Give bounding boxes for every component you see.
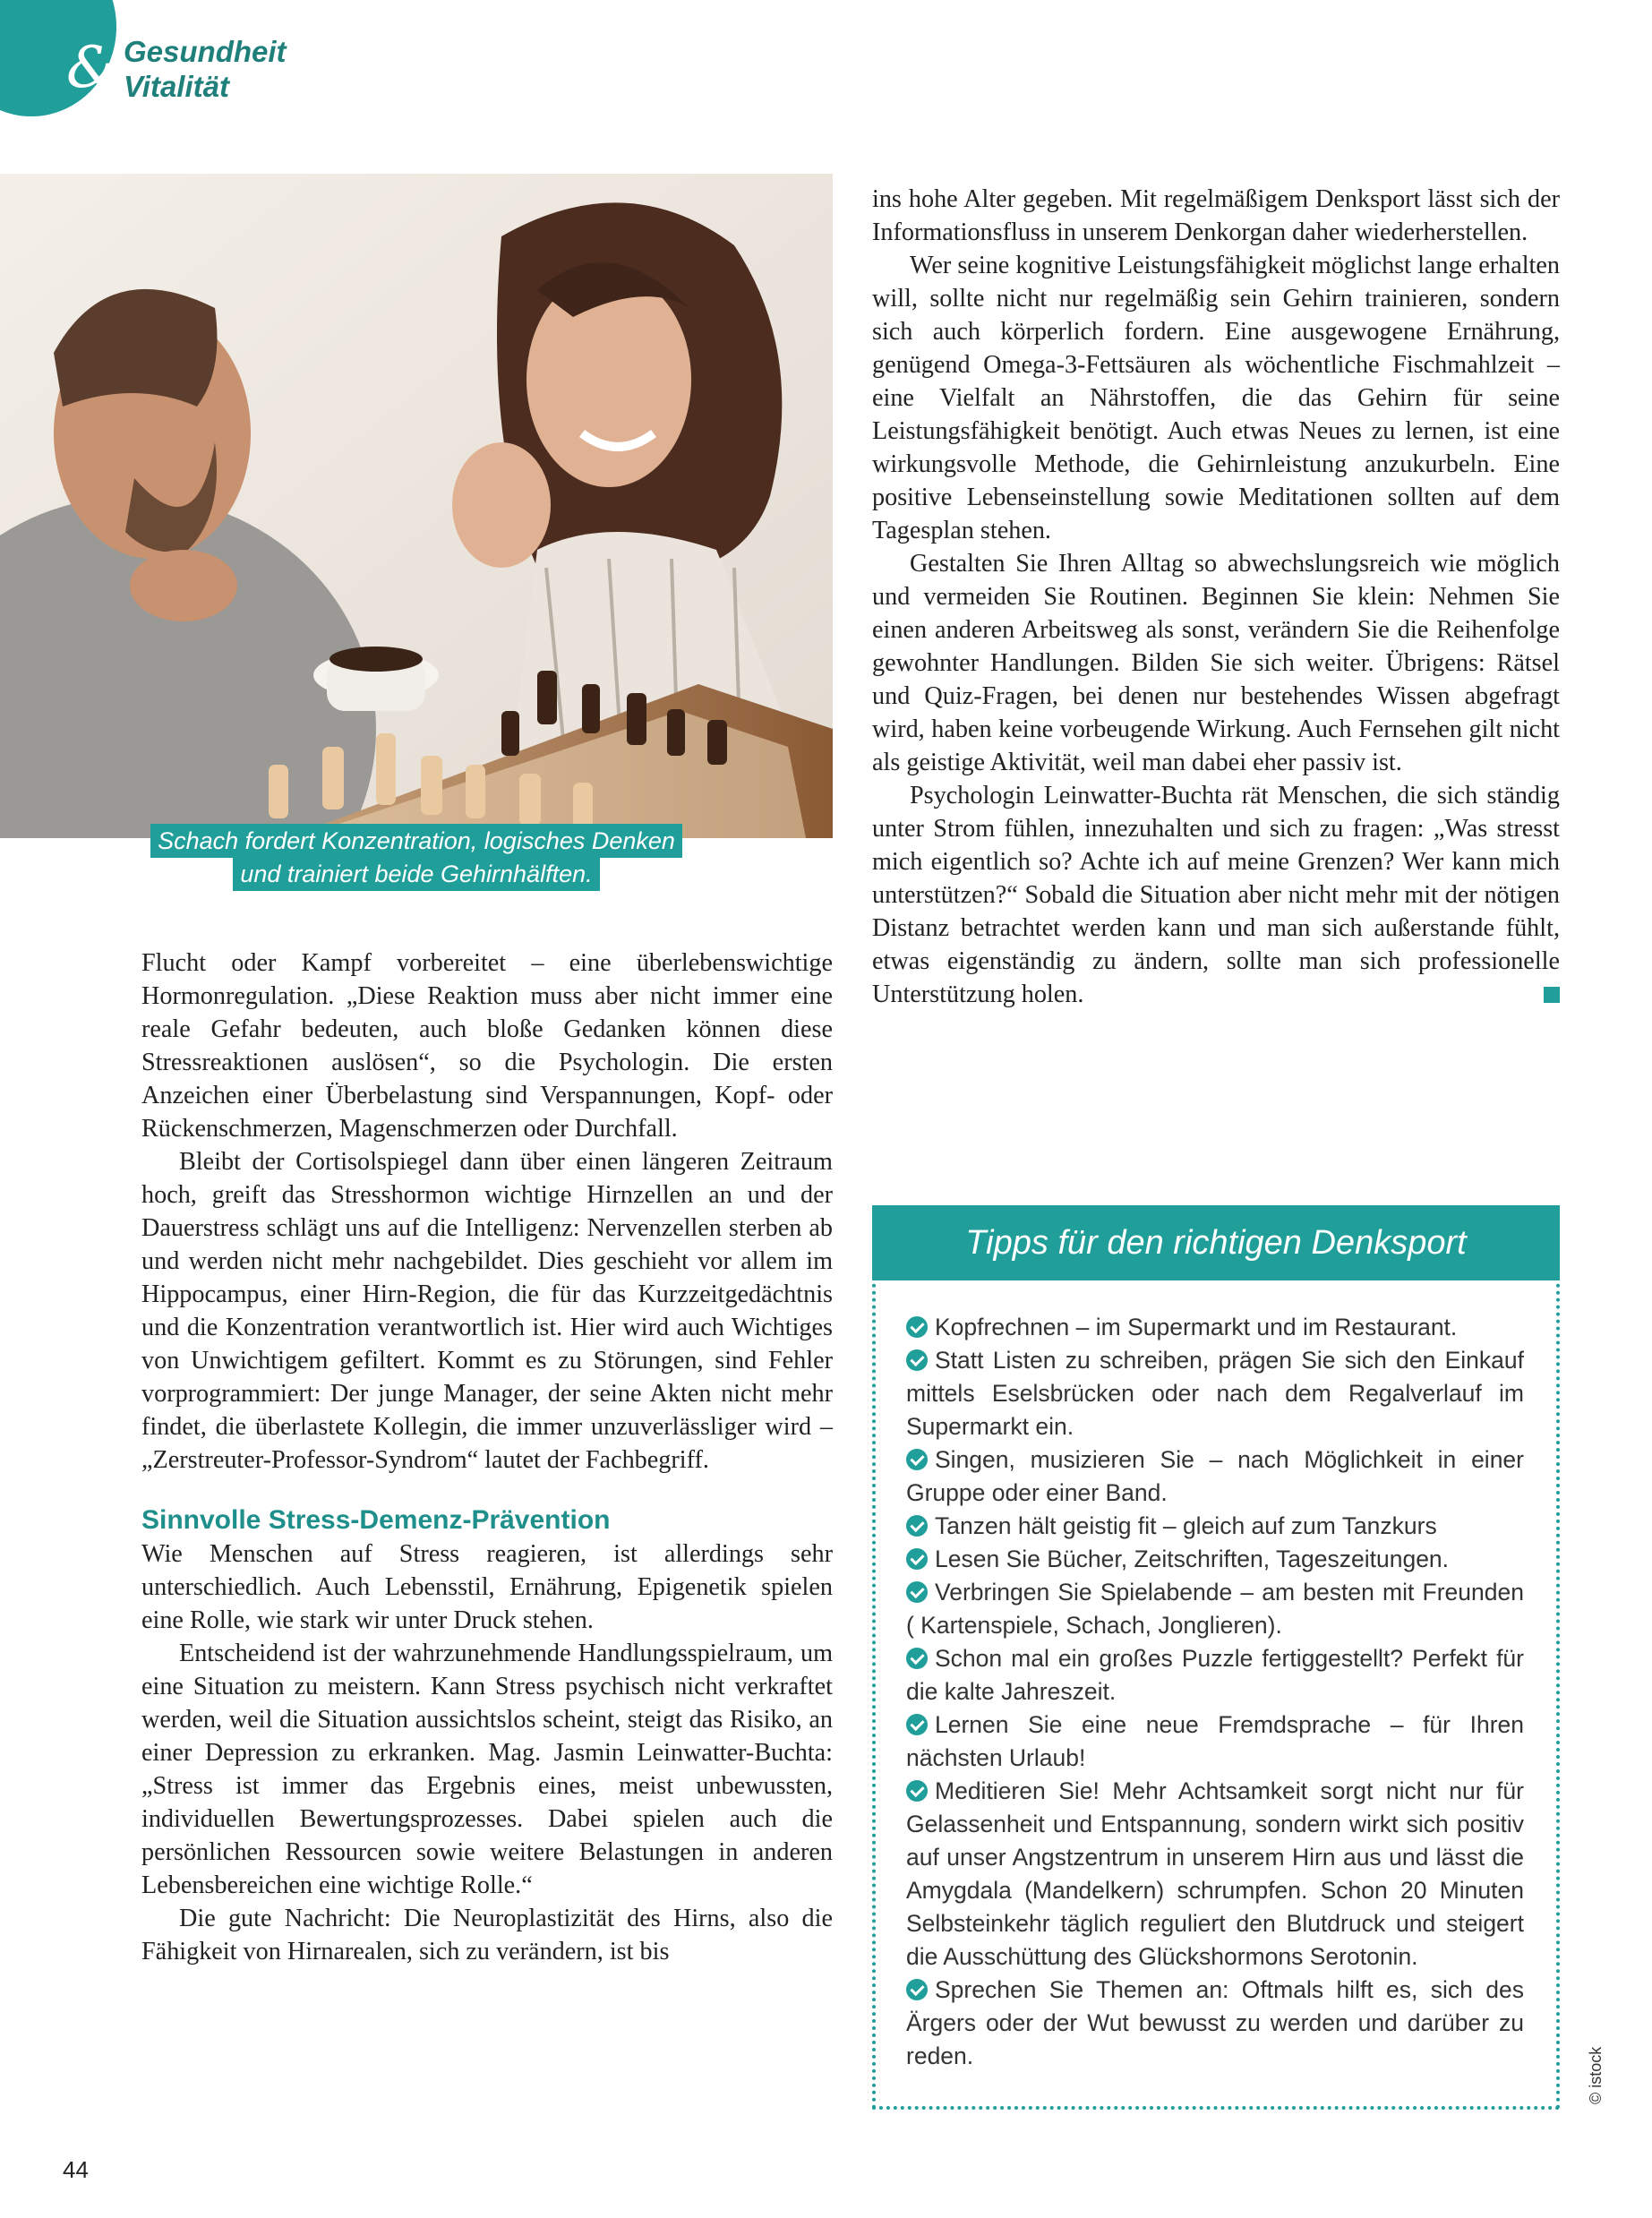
check-circle-icon [906,1780,928,1802]
check-circle-icon [906,1449,928,1470]
photo-credit: © istock [1587,2046,1605,2104]
section-title-line1: Gesundheit [124,35,287,68]
right-paragraph-2: Wer seine kognitive Leistungsfähigkeit möglichst lange erhalten will, sollte nicht nur regelmäßig sein Gehirn trainieren, sondern sich auch körperlich fordern. Eine ausgewogene Ernährung, genügend Omega-3-Fettsäuren als wöchentliche Fischmahlzeit – eine Vielfalt an Nährstoffen, die das Gehirn für seine Leistungsfähigkeit benötigt. Auch etwas Neues zu lernen, ist eine wirkungsvolle Methode, die Gehirnleistung anzukurbeln. Eine positive Lebenseinstellung sowie Meditationen sollten auf dem Tagesplan stehen. [872,252,1560,544]
tip-text: Schon mal ein großes Puzzle fertiggestellt? Perfekt für die kalte Jahreszeit. [906,1645,1524,1705]
subheading-prevention: Sinnvolle Stress-Demenz-Prävention [141,1505,611,1535]
right-paragraph-3: Gestalten Sie Ihren Alltag so abwechslungsreich wie möglich und vermeiden Sie Routinen. Beginnen Sie klein: Nehmen Sie einen anderen Arbeitsweg als sonst, verändern Sie die Reihenfolge gewohnter Handlungen. Bilden Sie sich weiter. Übrigens: Rätsel und Quiz-Fragen, bei denen nur bestehendes Wissen abgefragt wird, haben keine vorbeugende Wirkung. Auch Fernsehen gilt nicht als geistige Aktivität, weil man dabei eher passiv ist. [872,550,1560,776]
tip-text: Lesen Sie Bücher, Zeitschriften, Tageszeitungen. [935,1546,1450,1572]
left-paragraph-5: Die gute Nachricht: Die Neuroplastizität des Hirns, also die Fähigkeit von Hirnarealen, sich zu verändern, ist bis [141,1905,833,1965]
tip-item [906,1510,1524,1543]
chess-photo [0,174,833,838]
check-circle-icon [906,1648,928,1669]
tip-item [906,1642,1524,1708]
tip-item [906,1311,1524,1344]
tip-item [906,1543,1524,1576]
tip-item [906,1576,1524,1642]
left-paragraph-4: Entscheidend ist der wahrzunehmende Handlungsspielraum, um eine Situation zu meistern. Kann Stress psychisch nicht verkraftet werden, weil die Situation aussichtslos scheint, steigt das Risiko, an einer Depression zu erkranken. Mag. Jasmin Leinwatter-Buchta: „Stress ist immer das Ergebnis eines, meist unbewussten, individuellen Bewertungsprozesses. Dabei spielen auch die persönlichen Ressourcen sowie weitere Belastungen in anderen Lebensbereichen eine wichtige Rolle.“ [141,1640,833,1899]
tip-item [906,1775,1524,1974]
tips-list [906,1311,1524,2073]
left-paragraph-2: Bleibt der Cortisolspiegel dann über einen längeren Zeitraum hoch, greift das Stresshormon wichtige Hirnzellen an und der Dauerstress schlägt uns auf die Intelligenz: Nervenzellen sterben ab und werden nicht mehr nachgebildet. Dies geschieht vor allem im Hippocampus, einer Hirn-Region, die für das Kurzzeitgedächtnis und die Konzentration verantwortlich ist. Hier wird auch Wichtiges von Unwichtigem gefiltert. Kommt es zu Störungen, sind Fehler vorprogrammiert: Der junge Manager, der seine Akten nicht mehr findet, die überlastete Kollegin, die immer unzuverlässliger wird – „Zerstreuter-Professor-Syndrom“ lautet der Fachbegriff. [141,1148,833,1474]
photo-caption-line1: Schach fordert Konzentration, logisches Denken [0,824,833,858]
check-circle-icon [906,1581,928,1603]
photo-caption-line2: und trainiert beide Gehirnhälften. [0,857,833,891]
chess-photo-illustration [0,174,833,838]
tip-text: Meditieren Sie! Mehr Achtsamkeit sorgt nicht nur für Gelassenheit und Entspannung, sondern wirkt sich positiv auf unser Angstzentrum in unserem Hirn aus und lässt die Amygdala (Mandelkern) schrumpfen. Schon 20 Minuten Selbsteinkehr täglich reguliert den Blutdruck und steigert die Ausschüttung des Glückshormons Serotonin. [906,1777,1524,1970]
check-circle-icon [906,1349,928,1371]
left-paragraph-3: Wie Menschen auf Stress reagieren, ist allerdings sehr unterschiedlich. Auch Lebensstil, Ernährung, Epigenetik spielen eine Rolle, wie stark wir unter Druck stehen. [141,1540,833,1634]
left-paragraph-1: Flucht oder Kampf vorbereitet – eine überlebenswichtige Hormonregulation. „Diese Reaktion muss aber nicht immer eine reale Gefahr bedeuten, auch bloße Gedanken können diese Stressreaktionen auslösen“, so die Psychologin. Die ersten Anzeichen einer Überbelastung sind Verspannungen, Kopf- oder Rückenschmerzen, Magenschmerzen oder Durchfall. [141,949,833,1143]
tip-text: Verbringen Sie Spielabende – am besten mit Freunden ( Kartenspiele, Schach, Jonglieren). [906,1579,1524,1639]
end-square-icon [1544,987,1560,1003]
tip-text: Sprechen Sie Themen an: Oftmals hilft es, sich des Ärgers oder der Wut bewusst zu werden und darüber zu reden. [906,1976,1524,2069]
check-circle-icon [906,1515,928,1537]
right-paragraph-4-text: Psychologin Leinwatter-Buchta rät Menschen, die sich ständig unter Strom fühlen, innezuhalten und sich zu fragen: „Was stresst mich eigentlich so? Achte ich auf meine Grenzen? Wer kann mich unterstützen?“ Sobald die Situation aber nicht mehr mit der nötigen Distanz betrachtet werden kann und man sich außerstande fühlt, etwas eigenständig zu ändern, sollte man sich professionelle Unterstützung holen. [872,782,1560,1008]
ampersand-logo: & [66,35,117,101]
tip-item [906,1708,1524,1775]
page-number: 44 [63,2156,89,2183]
right-paragraph-4 [872,779,1560,1011]
check-circle-icon [906,1714,928,1735]
right-column [872,183,1560,1011]
section-title [124,34,287,104]
tips-title: Tipps für den richtigen Denksport [872,1205,1560,1280]
check-circle-icon [906,1979,928,2000]
tip-text: Singen, musizieren Sie – nach Möglichkeit in einer Gruppe oder einer Band. [906,1446,1524,1506]
tip-text: Kopfrechnen – im Supermarkt und im Restaurant. [935,1314,1458,1340]
tip-text: Lernen Sie eine neue Fremdsprache – für Ihren nächsten Urlaub! [906,1711,1524,1771]
check-circle-icon [906,1316,928,1338]
tip-item [906,1344,1524,1443]
section-title-line2: Vitalität [124,70,229,103]
left-column [141,946,833,1968]
tip-text: Tanzen hält geistig fit – gleich auf zum Tanzkurs [935,1512,1437,1539]
tip-text: Statt Listen zu schreiben, prägen Sie sich den Einkauf mittels Eselsbrücken oder nach dem Regalverlauf im Supermarkt ein. [906,1347,1524,1440]
tip-item [906,1974,1524,2073]
tip-item [906,1443,1524,1510]
right-paragraph-1: ins hohe Alter gegeben. Mit regelmäßigem Denksport lässt sich der Informationsfluss in unserem Denkorgan daher wiederherstellen. [872,185,1560,246]
check-circle-icon [906,1548,928,1570]
